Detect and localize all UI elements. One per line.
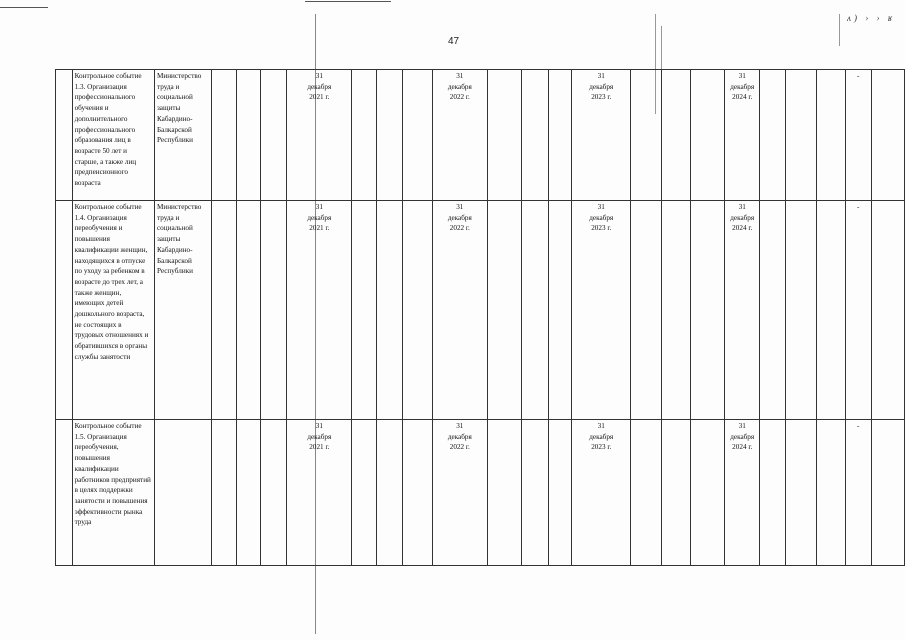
empty-cell (548, 201, 571, 420)
event-cell: Контрольное событие 1.5. Организация переобучения, повышения квалификации работников предприятий в целях поддержки занятости и повышения эффективности рынка труда (72, 420, 154, 566)
empty-cell (211, 70, 236, 201)
date-day: 31 (738, 203, 746, 211)
empty-cell (521, 201, 548, 420)
date-cell-2022 (432, 70, 487, 201)
empty-cell (236, 420, 260, 566)
empty-cell (352, 201, 377, 420)
empty-cell (786, 201, 817, 420)
date-day: 31 (315, 72, 323, 80)
empty-cell (760, 420, 786, 566)
empty-cell (786, 70, 817, 201)
empty-cell (760, 70, 786, 201)
responsible-cell (154, 420, 211, 566)
empty-cell (786, 420, 817, 566)
date-month: декабря (307, 432, 332, 441)
empty-cell (487, 420, 521, 566)
index-cell (56, 420, 73, 566)
empty-cell (402, 201, 432, 420)
date-year: 2024 г. (732, 224, 753, 233)
table-row (56, 201, 905, 420)
date-month: декабря (447, 82, 472, 91)
empty-cell (817, 420, 845, 566)
responsible-cell: Министерство труда и социальной защиты Кабардино-Балкарской Республики (154, 70, 211, 201)
scan-line-top-center (305, 1, 391, 2)
date-cell-2024 (725, 420, 760, 566)
index-cell (56, 201, 73, 420)
date-day: 31 (315, 422, 323, 430)
date-year: 2024 г. (732, 443, 753, 452)
date-month: декабря (730, 432, 755, 441)
empty-cell (631, 70, 662, 201)
date-day: 31 (738, 422, 746, 430)
empty-cell (817, 70, 845, 201)
empty-cell (631, 420, 662, 566)
scan-edge-right (839, 14, 840, 46)
empty-cell (261, 70, 287, 201)
empty-cell (402, 70, 432, 201)
date-month: декабря (730, 213, 755, 222)
date-month: декабря (730, 82, 755, 91)
empty-cell (691, 70, 725, 201)
date-day: 31 (738, 72, 746, 80)
date-day: 31 (597, 422, 605, 430)
table-row (56, 420, 905, 566)
date-cell-2021 (287, 420, 352, 566)
index-cell (56, 70, 73, 201)
date-cell-2022 (432, 420, 487, 566)
date-cell-2021 (287, 201, 352, 420)
date-month: декабря (307, 213, 332, 222)
empty-cell (631, 201, 662, 420)
date-day: 31 (597, 72, 605, 80)
empty-cell (871, 70, 904, 201)
empty-cell (236, 70, 260, 201)
empty-cell (662, 201, 691, 420)
date-day: 31 (315, 203, 323, 211)
empty-cell (691, 420, 725, 566)
date-cell-2024 (725, 70, 760, 201)
date-month: декабря (589, 82, 614, 91)
date-year: 2021 г. (309, 224, 330, 233)
empty-cell (487, 201, 521, 420)
date-cell-2023 (572, 420, 631, 566)
date-cell-2023 (572, 201, 631, 420)
empty-cell (261, 201, 287, 420)
date-day: 31 (456, 203, 464, 211)
empty-cell (662, 420, 691, 566)
mark-cell: - (845, 70, 871, 201)
empty-cell (377, 70, 402, 201)
mark-cell: - (845, 201, 871, 420)
date-day: 31 (456, 422, 464, 430)
date-year: 2021 г. (309, 93, 330, 102)
event-cell: Контрольное событие 1.3. Организация профессионального обучения и дополнительного профессионального образования лиц в возрасте 50 лет и старше, а также лиц предпенсионного возраста (72, 70, 154, 201)
empty-cell (691, 201, 725, 420)
date-year: 2022 г. (449, 93, 470, 102)
empty-cell (352, 70, 377, 201)
scan-line-top-left (0, 7, 48, 8)
empty-cell (402, 420, 432, 566)
empty-cell (871, 420, 904, 566)
date-cell-2021 (287, 70, 352, 201)
event-cell: Контрольное событие 1.4. Организация переобучения и повышения квалификации женщин, находящихся в отпуске по уходу за ребенком в возрасте до трех лет, а также женщин, имеющих детей дошкольного возраста, не состоящих в трудовых отношениях и обратившихся в органы службы занятости (72, 201, 154, 420)
empty-cell (760, 201, 786, 420)
date-year: 2023 г. (591, 93, 612, 102)
date-day: 31 (456, 72, 464, 80)
empty-cell (521, 70, 548, 201)
empty-cell (211, 420, 236, 566)
empty-cell (817, 201, 845, 420)
empty-cell (377, 201, 402, 420)
empty-cell (871, 201, 904, 420)
schedule-table (55, 69, 905, 566)
date-year: 2022 г. (449, 443, 470, 452)
mark-cell: - (845, 420, 871, 566)
empty-cell (521, 420, 548, 566)
empty-cell (352, 420, 377, 566)
corner-handwritten-marks: ʌ) › › ʁ (847, 13, 896, 23)
empty-cell (487, 70, 521, 201)
page-number: 47 (448, 36, 460, 47)
date-cell-2023 (572, 70, 631, 201)
empty-cell (662, 70, 691, 201)
empty-cell (236, 201, 260, 420)
date-year: 2023 г. (591, 224, 612, 233)
date-month: декабря (589, 213, 614, 222)
table-row (56, 70, 905, 201)
empty-cell (377, 420, 402, 566)
date-month: декабря (589, 432, 614, 441)
date-month: декабря (447, 213, 472, 222)
empty-cell (211, 201, 236, 420)
responsible-cell: Министерство труда и социальной защиты Кабардино-Балкарской Республики (154, 201, 211, 420)
date-year: 2023 г. (591, 443, 612, 452)
date-year: 2022 г. (449, 224, 470, 233)
date-month: декабря (307, 82, 332, 91)
date-year: 2024 г. (732, 93, 753, 102)
empty-cell (548, 70, 571, 201)
date-month: декабря (447, 432, 472, 441)
date-cell-2024 (725, 201, 760, 420)
empty-cell (261, 420, 287, 566)
date-day: 31 (597, 203, 605, 211)
empty-cell (548, 420, 571, 566)
date-year: 2021 г. (309, 443, 330, 452)
date-cell-2022 (432, 201, 487, 420)
